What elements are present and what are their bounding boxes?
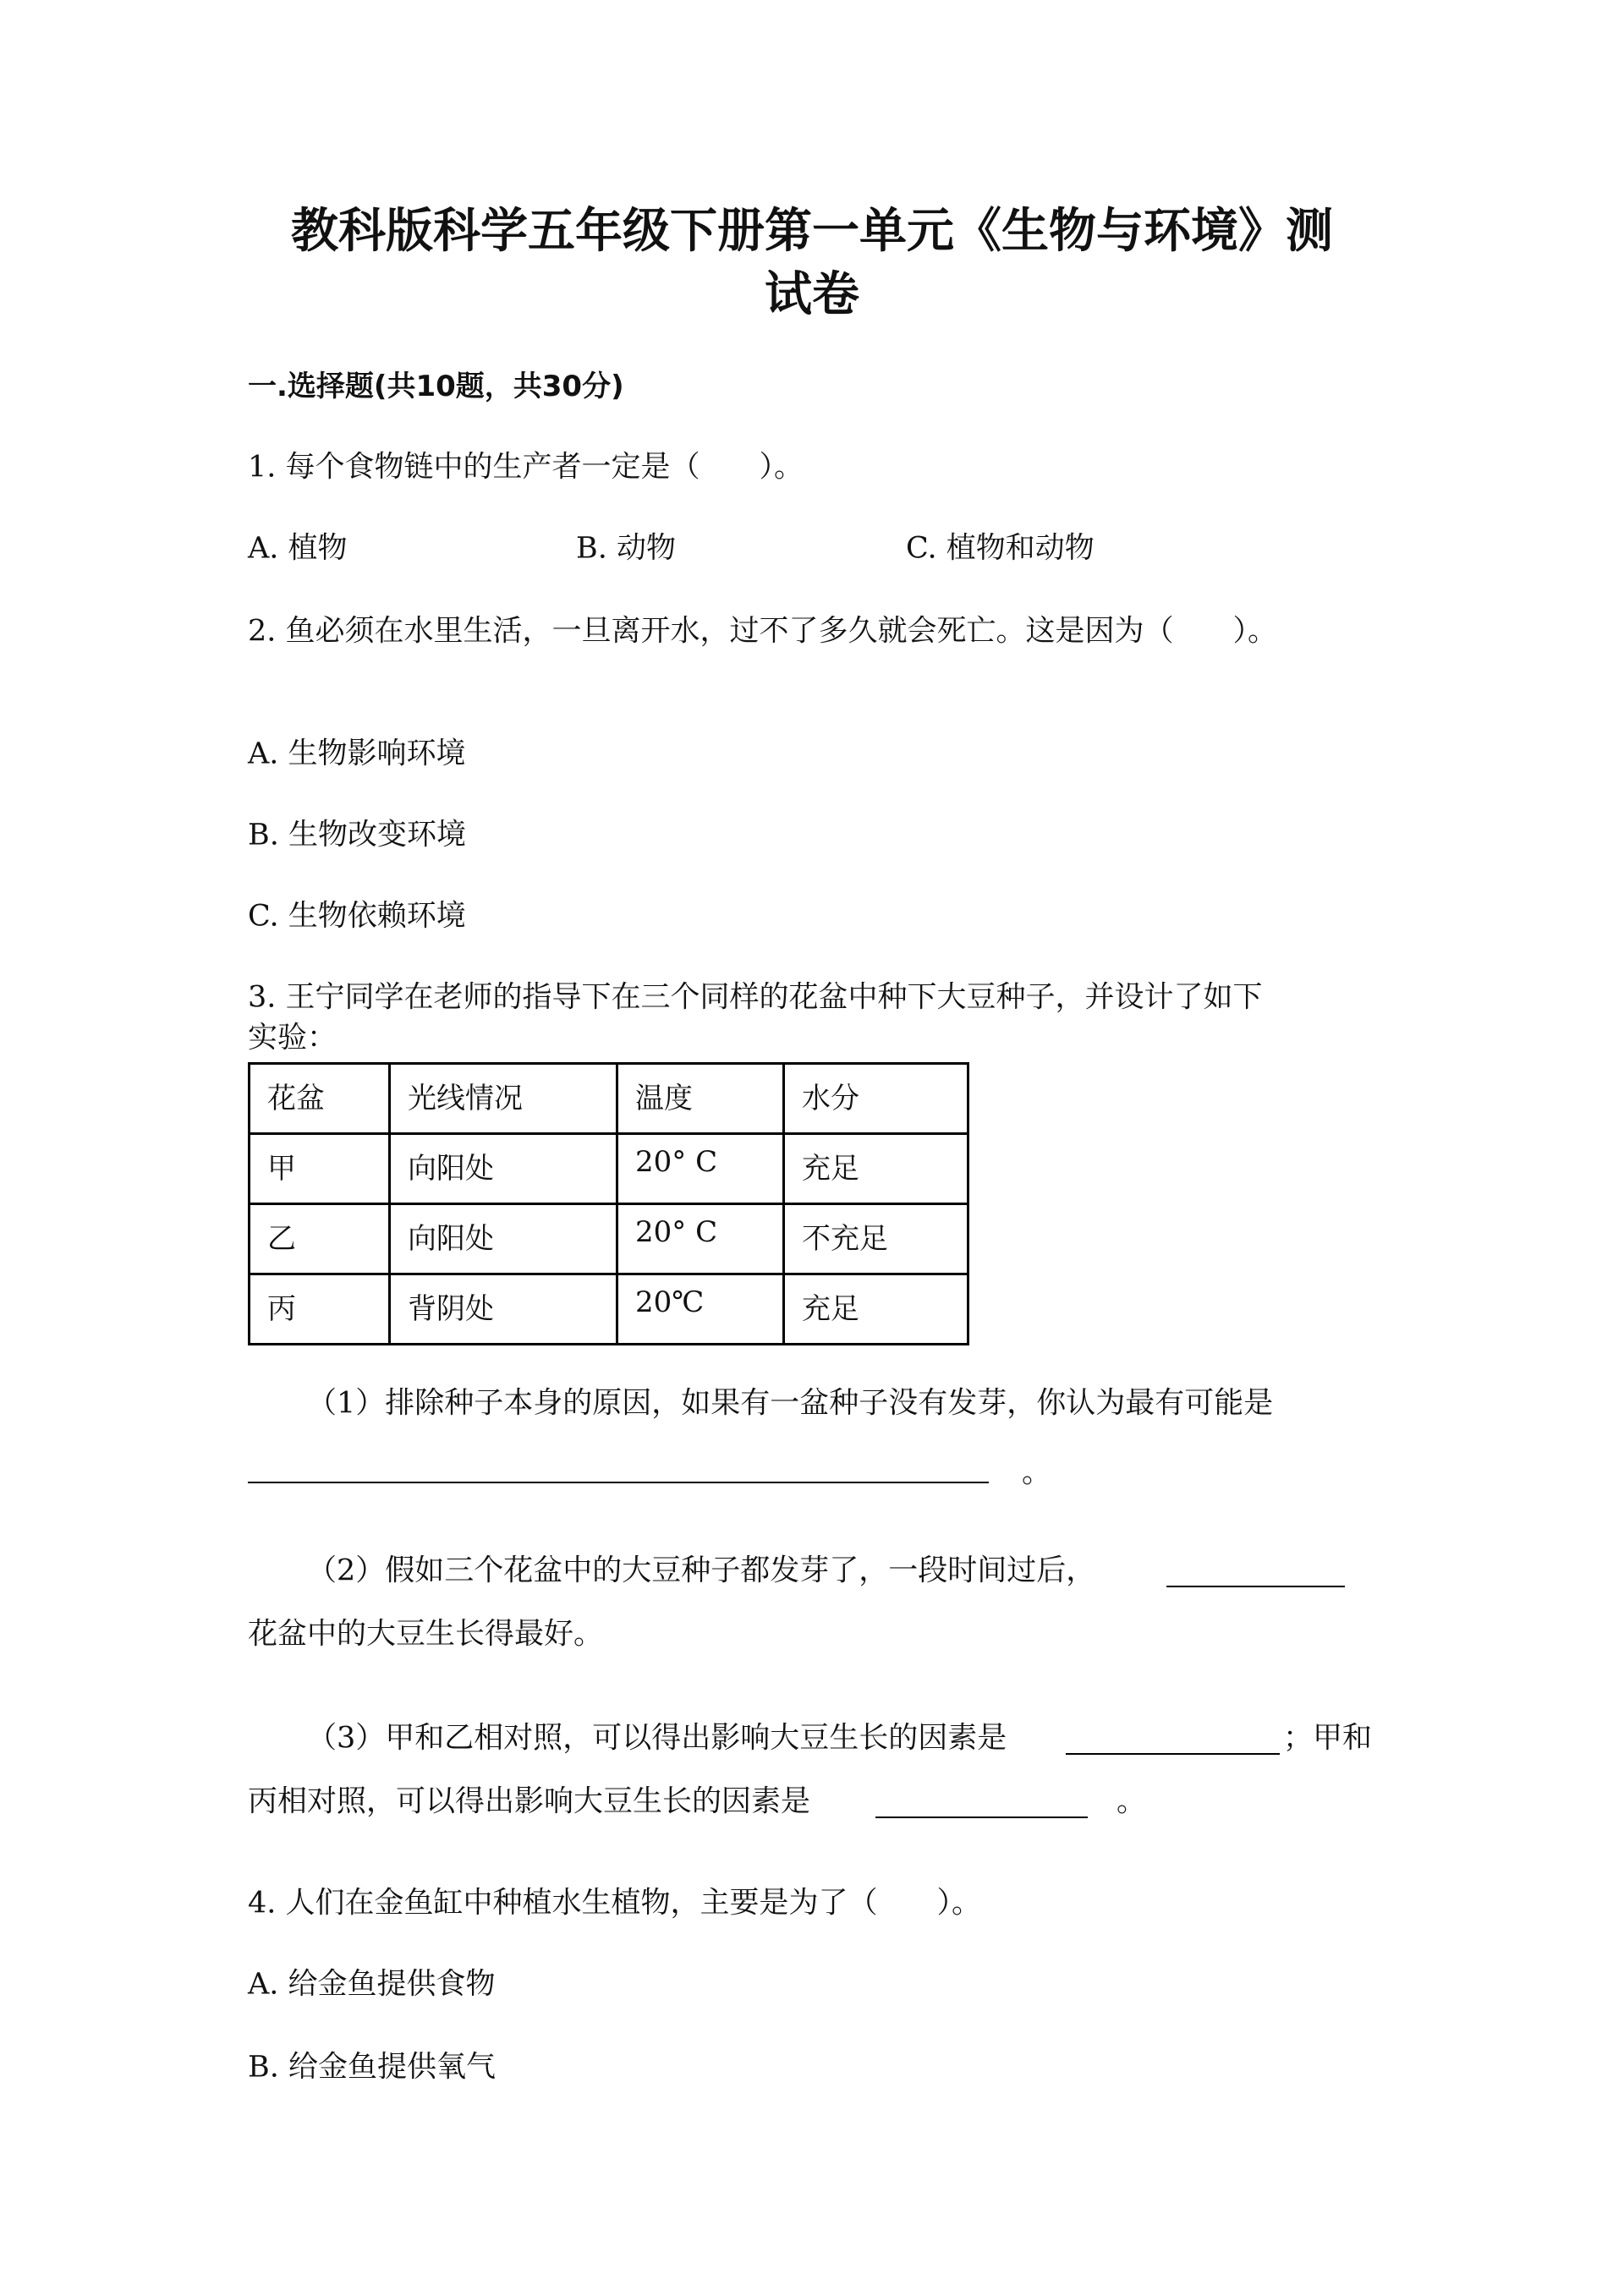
table-header-row [250, 1064, 968, 1134]
table-row [250, 1204, 968, 1274]
q3-stem-cont: 实验： [248, 1021, 337, 1055]
table-row [250, 1134, 968, 1204]
q3-sub3: （3）甲和乙相对照，可以得出影响大豆生长的因素是 [307, 1721, 1007, 1756]
table-cell: 充足 [784, 1274, 968, 1345]
answer-blank[interactable] [248, 1482, 989, 1483]
q4-option-b: B. 给金鱼提供氧气 [248, 2050, 496, 2085]
section-heading: 一.选择题(共10题，共30分) [248, 370, 624, 403]
q2-option-c: C. 生物依赖环境 [248, 899, 466, 934]
q2-option-a: A. 生物影响环境 [248, 737, 466, 771]
table-cell: 丙 [250, 1274, 390, 1345]
answer-blank[interactable] [875, 1817, 1088, 1818]
q3-sub1-end: 。 [1022, 1455, 1052, 1490]
table-header: 水分 [784, 1064, 968, 1134]
q1-option-c: C. 植物和动物 [906, 531, 1095, 566]
page-title-cont: 试卷 [765, 267, 859, 322]
q3-sub3-mid: ；甲和 [1283, 1721, 1373, 1756]
table-cell: 甲 [250, 1134, 390, 1204]
q2-option-b: B. 生物改变环境 [248, 818, 466, 852]
table-row [250, 1274, 968, 1345]
table-cell: 向阳处 [390, 1134, 617, 1204]
q1-stem: 1. 每个食物链中的生产者一定是（ ）。 [248, 450, 804, 485]
q2-stem: 2. 鱼必须在水里生活，一旦离开水，过不了多久就会死亡。这是因为（ ）。 [248, 614, 1278, 649]
table-cell: 背阴处 [390, 1274, 617, 1345]
table-header: 光线情况 [390, 1064, 617, 1134]
page-title: 教科版科学五年级下册第一单元《生物与环境》测 [291, 204, 1333, 259]
table-cell: 向阳处 [390, 1204, 617, 1274]
table-cell: 乙 [250, 1204, 390, 1274]
table-cell: 20℃ [617, 1274, 784, 1345]
q3-sub1: （1）排除种子本身的原因，如果有一盆种子没有发芽，你认为最有可能是 [307, 1386, 1274, 1421]
q3-sub3-end: 。 [1116, 1784, 1147, 1819]
experiment-table [248, 1062, 969, 1345]
q4-option-a: A. 给金鱼提供食物 [248, 1967, 496, 2002]
table-cell: 20° C [617, 1204, 784, 1274]
table-cell: 20° C [617, 1134, 784, 1204]
q1-option-b: B. 动物 [576, 531, 676, 566]
q4-stem: 4. 人们在金鱼缸中种植水生植物，主要是为了（ ）。 [248, 1886, 982, 1921]
table-header: 花盆 [250, 1064, 390, 1134]
q3-sub2: （2）假如三个花盆中的大豆种子都发芽了，一段时间过后， [307, 1553, 1096, 1588]
answer-blank[interactable] [1166, 1586, 1345, 1587]
q3-stem: 3. 王宁同学在老师的指导下在三个同样的花盆中种下大豆种子，并设计了如下 [248, 980, 1263, 1015]
q1-option-a: A. 植物 [248, 531, 348, 566]
q3-sub3-cont: 丙相对照，可以得出影响大豆生长的因素是 [248, 1784, 811, 1819]
table-cell: 充足 [784, 1134, 968, 1204]
answer-blank[interactable] [1066, 1753, 1280, 1755]
q3-sub2-cont: 花盆中的大豆生长得最好。 [248, 1617, 604, 1652]
table-header: 温度 [617, 1064, 784, 1134]
table-cell: 不充足 [784, 1204, 968, 1274]
